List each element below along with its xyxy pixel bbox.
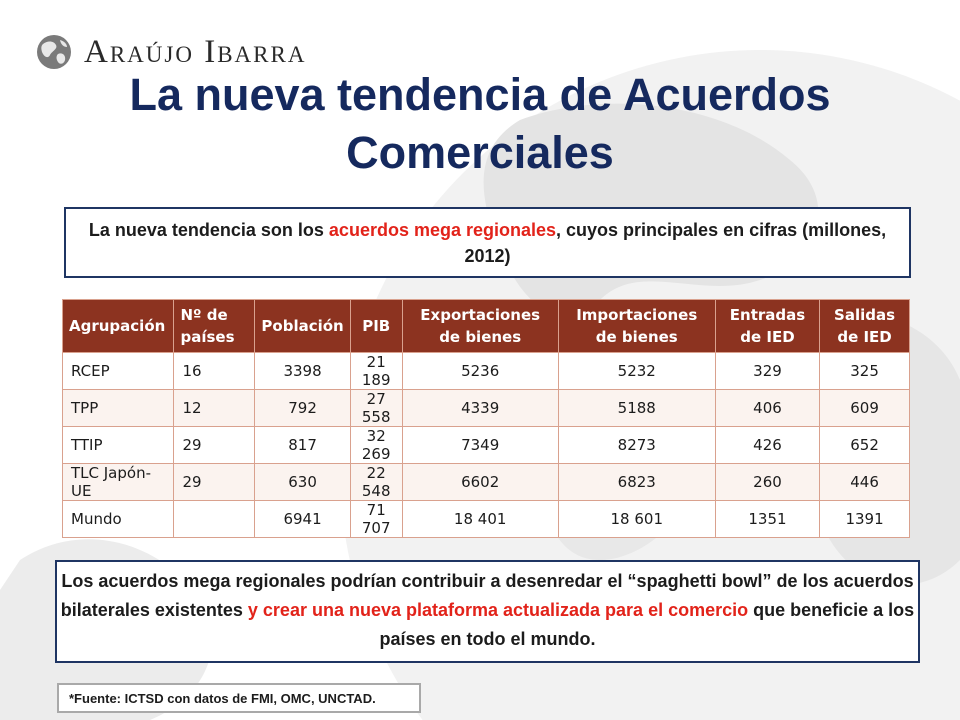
table-cell: 6602 bbox=[402, 464, 558, 501]
table-cell: 426 bbox=[715, 427, 819, 464]
table-cell: 5232 bbox=[558, 353, 715, 390]
page-title: La nueva tendencia de Acuerdos Comerciales bbox=[129, 69, 831, 178]
table-cell: 3398 bbox=[255, 353, 350, 390]
intro-text-before: La nueva tendencia son los bbox=[88, 220, 329, 240]
table-row bbox=[63, 390, 910, 427]
header-entradas-ied: Entradas de IED bbox=[715, 300, 819, 353]
header-importaciones: Importaciones de bienes bbox=[558, 300, 715, 353]
table-cell: TPP bbox=[63, 390, 174, 427]
table-cell: 22 548 bbox=[350, 464, 402, 501]
table-cell: 8273 bbox=[558, 427, 715, 464]
table-cell: 609 bbox=[820, 390, 910, 427]
table-cell: 652 bbox=[820, 427, 910, 464]
table-cell: 21 189 bbox=[350, 353, 402, 390]
table-cell: RCEP bbox=[63, 353, 174, 390]
table-cell: 6941 bbox=[255, 501, 350, 538]
intro-box bbox=[64, 207, 911, 278]
intro-text-after: , cuyos principales en cifras (millones, 2012) bbox=[464, 220, 887, 266]
table-row bbox=[63, 464, 910, 501]
brand-name: Araújo Ibarra bbox=[84, 33, 307, 70]
table-header-row bbox=[63, 300, 910, 353]
table-cell: 4339 bbox=[402, 390, 558, 427]
table-cell: 446 bbox=[820, 464, 910, 501]
table-cell: 7349 bbox=[402, 427, 558, 464]
table-cell: 1391 bbox=[820, 501, 910, 538]
header-num-paises: Nº de países bbox=[174, 300, 255, 353]
table-cell: 32 269 bbox=[350, 427, 402, 464]
table-cell: 329 bbox=[715, 353, 819, 390]
table-cell: 5236 bbox=[402, 353, 558, 390]
header-exportaciones: Exportaciones de bienes bbox=[402, 300, 558, 353]
table-cell bbox=[174, 501, 255, 538]
table-cell: 29 bbox=[174, 464, 255, 501]
table-cell: 260 bbox=[715, 464, 819, 501]
table-row bbox=[63, 427, 910, 464]
table-cell: 71 707 bbox=[350, 501, 402, 538]
table-cell: 29 bbox=[174, 427, 255, 464]
header-poblacion: Población bbox=[255, 300, 350, 353]
table-cell: 16 bbox=[174, 353, 255, 390]
table-cell: 325 bbox=[820, 353, 910, 390]
table-row bbox=[63, 353, 910, 390]
table-cell: 18 401 bbox=[402, 501, 558, 538]
table-cell: 6823 bbox=[558, 464, 715, 501]
table-cell: TTIP bbox=[63, 427, 174, 464]
table-cell: Mundo bbox=[63, 501, 174, 538]
note-highlight: y crear una nueva plataforma actualizada para el comercio bbox=[247, 600, 749, 620]
intro-highlight: acuerdos mega regionales bbox=[328, 220, 557, 240]
table-cell: 817 bbox=[255, 427, 350, 464]
note-text-after: que beneficie a los países en todo el mundo. bbox=[379, 600, 915, 649]
table-cell: 630 bbox=[255, 464, 350, 501]
agreements-table bbox=[62, 299, 910, 538]
header-salidas-ied: Salidas de IED bbox=[820, 300, 910, 353]
source-note: *Fuente: ICTSD con datos de FMI, OMC, UNCTAD. bbox=[57, 683, 421, 713]
table-cell: 792 bbox=[255, 390, 350, 427]
header-agrupacion: Agrupación bbox=[63, 300, 174, 353]
table-cell: 12 bbox=[174, 390, 255, 427]
header-pib: PIB bbox=[350, 300, 402, 353]
table-cell: 1351 bbox=[715, 501, 819, 538]
conclusion-box bbox=[55, 560, 920, 663]
table-cell: 27 558 bbox=[350, 390, 402, 427]
table-cell: TLC Japón-UE bbox=[63, 464, 174, 501]
table-cell: 18 601 bbox=[558, 501, 715, 538]
table-row bbox=[63, 501, 910, 538]
note-text-before: Los acuerdos mega regionales podrían contribuir a desenredar el “spaghetti bowl” de los acuerdos bilaterales existentes bbox=[60, 571, 914, 620]
table-cell: 406 bbox=[715, 390, 819, 427]
table-cell: 5188 bbox=[558, 390, 715, 427]
